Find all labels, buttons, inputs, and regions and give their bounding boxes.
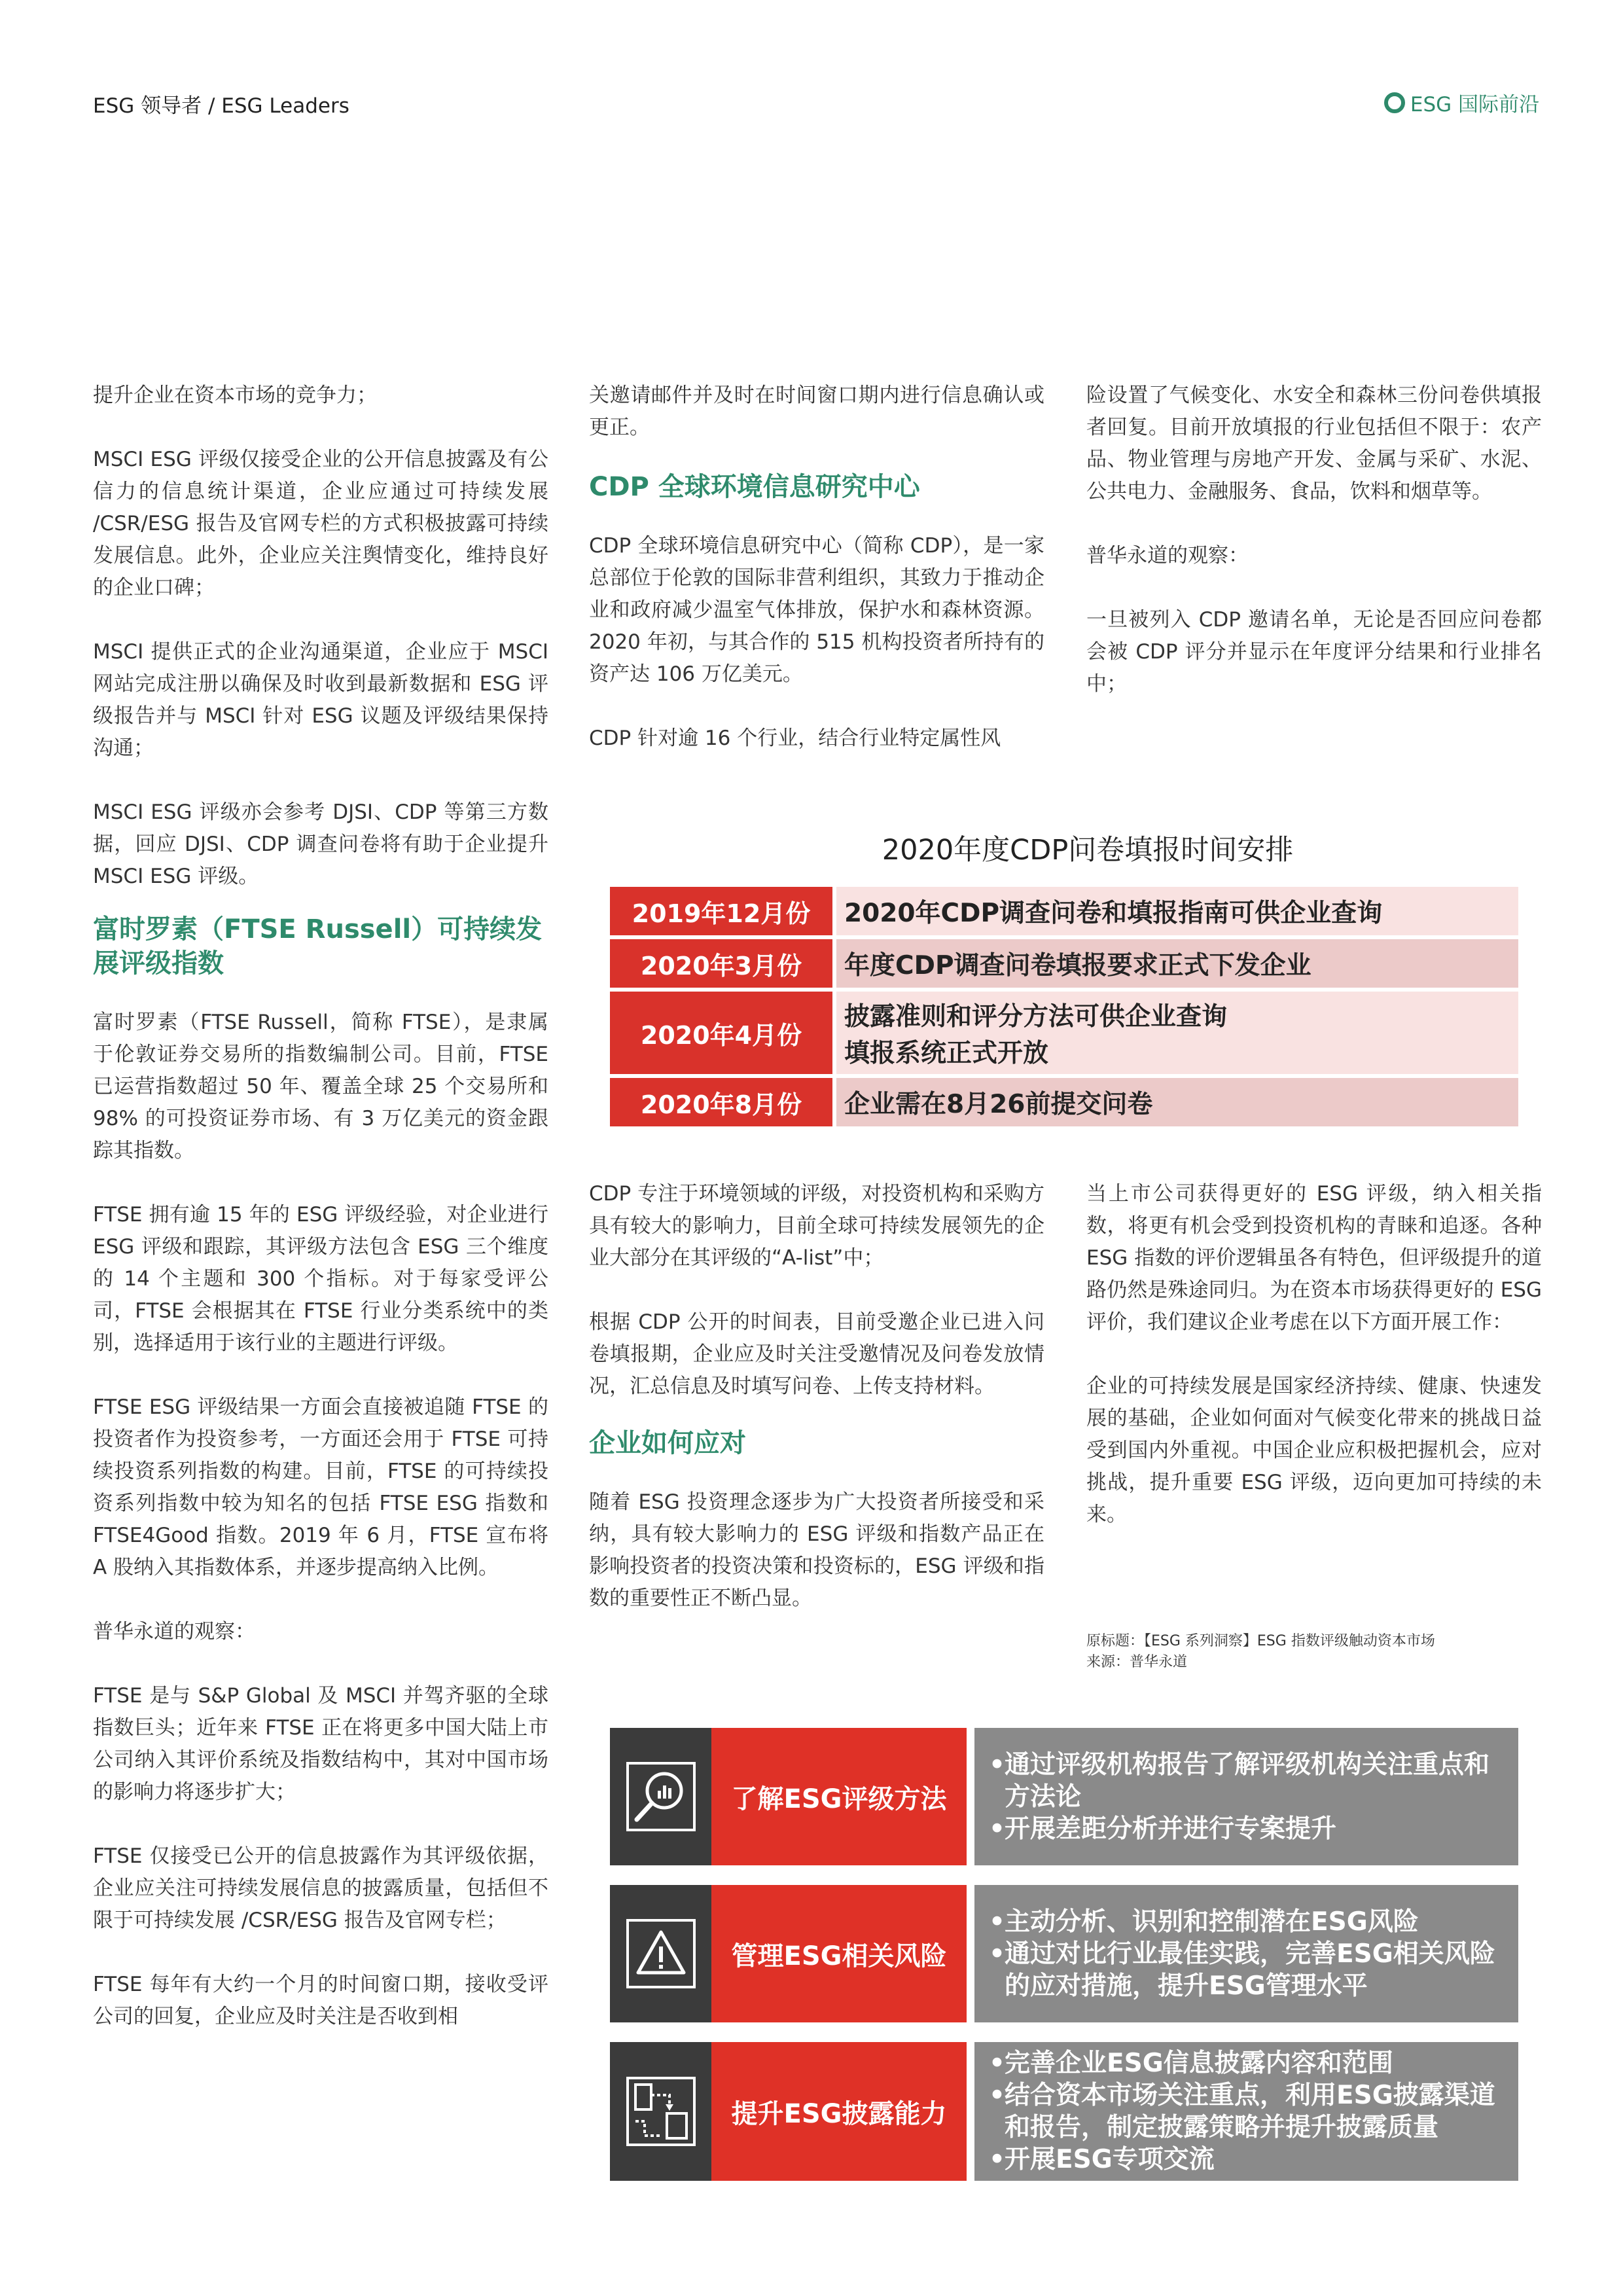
strategy-desc <box>974 1885 1518 2022</box>
list-item-text: 通过评级机构报告了解评级机构关注重点和方法论 <box>1005 1749 1490 1812</box>
strategy-label: 了解ESG评级方法 <box>711 1728 967 1865</box>
list-item-text: 主动分析、识别和控制潜在ESG风险 <box>1005 1907 1419 1937</box>
timeline-date: 2020年8月份 <box>610 1078 832 1126</box>
strategy-label: 提升ESG披露能力 <box>711 2042 967 2181</box>
credit-source: 来源：普华永道 <box>1086 1654 1188 1670</box>
timeline-desc-line: 年度CDP调查问卷填报要求正式下发企业 <box>844 951 1311 980</box>
paragraph: 普华永道的观察： <box>93 1620 255 1643</box>
disclosure-flow-icon <box>610 2042 711 2181</box>
timeline-desc <box>836 992 1518 1074</box>
list-item-text: 通过对比行业最佳实践，完善ESG相关风险的应对措施，提升ESG管理水平 <box>1005 1939 1495 2001</box>
paragraph: 随着 ESG 投资理念逐步为广大投资者所接受和采纳，具有较大影响力的 ESG 评级和指数产品正在影响投资者的投资决策和投资标的，ESG 评级和指数的重要性正不断凸显。 <box>589 1490 1044 1610</box>
strategy-block <box>610 1885 1518 2022</box>
chart-magnifier-icon <box>610 1728 711 1865</box>
running-header-left: ESG 领导者 / ESG Leaders <box>93 94 349 118</box>
paragraph: FTSE 是与 S&P Global 及 MSCI 并驾齐驱的全球指数巨头；近年来 FTSE 正在将更多中国大陆上市公司纳入其评价系统及指数结构中，其对中国市场的影响力将逐步扩大； <box>93 1684 548 1804</box>
strategy-block <box>610 2042 1518 2181</box>
list-item-text: 开展ESG专项交流 <box>1005 2145 1215 2174</box>
paragraph: MSCI ESG 评级仅接受企业的公开信息披露及有公信力的信息统计渠道，企业应通过可持续发展 /CSR/ESG 报告及官网专栏的方式积极披露可持续发展信息。此外，企业应关注舆情变化，维持良好的企业口碑； <box>93 448 548 600</box>
list-item: • 开展差距分析并进行专案提升 <box>989 1814 1337 1844</box>
strategy-desc <box>974 1728 1518 1865</box>
timeline-row <box>610 887 1518 935</box>
list-item-text: 结合资本市场关注重点，利用ESG披露渠道和报告，制定披露策略并提升披露质量 <box>1005 2081 1495 2142</box>
timeline-row <box>610 992 1518 1074</box>
paragraph: 富时罗素（FTSE Russell，简称 FTSE），是隶属于伦敦证券交易所的指数编制公司。目前，FTSE 已运营指数超过 50 年、覆盖全球 25 个交易所和 98% 的可投资证券市场、有 3 万亿美元的资金跟踪其指数。 <box>93 1011 548 1162</box>
column-1 <box>93 380 548 2065</box>
paragraph: 提升企业在资本市场的竞争力； <box>93 384 377 407</box>
paragraph: CDP 针对逾 16 个行业，结合行业特定属性风 <box>589 726 1001 750</box>
list-item: • 通过评级机构报告了解评级机构关注重点和方法论 <box>989 1749 1504 1813</box>
timeline-title: 2020年度CDP问卷填报时间安排 <box>882 834 1294 867</box>
list-item-text: 完善企业ESG信息披露内容和范围 <box>1005 2049 1393 2078</box>
list-item: • 结合资本市场关注重点，利用ESG披露渠道和报告，制定披露策略并提升披露质量 <box>989 2079 1504 2144</box>
paragraph: 普华永道的观察： <box>1086 544 1249 567</box>
column-2 <box>589 380 1044 787</box>
column-2-lower <box>589 1178 1044 1647</box>
list-item: • 主动分析、识别和控制潜在ESG风险 <box>989 1907 1419 1937</box>
paragraph: CDP 专注于环境领域的评级，对投资机构和采购方具有较大的影响力，目前全球可持续发展领先的企业大部分在其评级的“A-list”中； <box>589 1182 1044 1270</box>
strategy-desc <box>974 2042 1518 2181</box>
list-item-text: 开展差距分析并进行专案提升 <box>1005 1814 1337 1844</box>
paragraph: FTSE 仅接受已公开的信息披露作为其评级依据，企业应关注可持续发展信息的披露质量，包括但不限于可持续发展 /CSR/ESG 报告及官网专栏； <box>93 1844 548 1932</box>
paragraph: FTSE 拥有逾 15 年的 ESG 评级经验，对企业进行 ESG 评级和跟踪，其评级方法包含 ESG 三个维度的 14 个主题和 300 个指标。对于每家受评公司，FTSE 会根据其在 FTSE 行业分类系统中的类别，选择适用于该行业的主题进行评级。 <box>93 1203 548 1355</box>
article-credit <box>1086 1631 1435 1673</box>
timeline-desc <box>836 887 1518 935</box>
timeline-desc-line: 填报系统正式开放 <box>844 1039 1049 1068</box>
column-3 <box>1086 380 1542 732</box>
timeline-date: 2020年4月份 <box>610 992 832 1074</box>
timeline-desc <box>836 939 1518 988</box>
section-dot-icon <box>1384 92 1405 113</box>
paragraph: 当上市公司获得更好的 ESG 评级，纳入相关指数，将更有机会受到投资机构的青睐和追逐。各种 ESG 指数的评价逻辑虽各有特色，但评级提升的道路仍然是殊途同归。为在资本市场获得更好的 ESG 评价，我们建议企业考虑在以下方面开展工作： <box>1086 1182 1542 1334</box>
heading-cdp: CDP 全球环境信息研究中心 <box>589 472 920 502</box>
list-item: • 开展ESG专项交流 <box>989 2145 1215 2174</box>
strategy-label: 管理ESG相关风险 <box>711 1885 967 2022</box>
paragraph: 关邀请邮件并及时在时间窗口期内进行信息确认或更正。 <box>589 384 1044 439</box>
warning-icon <box>610 1885 711 2022</box>
heading-response: 企业如何应对 <box>589 1428 746 1458</box>
timeline-row <box>610 939 1518 988</box>
timeline-desc-line: 披露准则和评分方法可供企业查询 <box>844 1002 1228 1031</box>
paragraph: MSCI ESG 评级亦会参考 DJSI、CDP 等第三方数据，回应 DJSI、CDP 调查问卷将有助于企业提升 MSCI ESG 评级。 <box>93 800 548 888</box>
timeline-date: 2019年12月份 <box>610 887 832 935</box>
timeline-desc <box>836 1078 1518 1126</box>
strategy-block <box>610 1728 1518 1865</box>
timeline-row <box>610 1078 1518 1126</box>
timeline-desc-line: 企业需在8月26前提交问卷 <box>844 1090 1153 1119</box>
paragraph: FTSE 每年有大约一个月的时间窗口期，接收受评公司的回复，企业应及时关注是否收到相 <box>93 1973 548 2028</box>
credit-title: 原标题：【ESG 系列洞察】ESG 指数评级触动资本市场 <box>1086 1633 1435 1649</box>
list-item: • 完善企业ESG信息披露内容和范围 <box>989 2049 1393 2078</box>
timeline-desc-line: 2020年CDP调查问卷和填报指南可供企业查询 <box>844 899 1383 928</box>
paragraph: CDP 全球环境信息研究中心（简称 CDP），是一家总部位于伦敦的国际非营利组织，其致力于推动企业和政府减少温室气体排放，保护水和森林资源。2020 年初，与其合作的 515 机构投资者所持有的资产达 106 万亿美元。 <box>589 534 1044 686</box>
heading-ftse: 富时罗素（FTSE Russell）可持续发展评级指数 <box>93 914 543 978</box>
section-title: ESG 国际前沿 <box>1410 93 1539 117</box>
paragraph: 一旦被列入 CDP 邀请名单，无论是否回应问卷都会被 CDP 评分并显示在年度评分结果和行业排名中； <box>1086 608 1542 696</box>
timeline-table <box>610 887 1518 1130</box>
list-item: • 通过对比行业最佳实践，完善ESG相关风险的应对措施，提升ESG管理水平 <box>989 1938 1504 2002</box>
paragraph: MSCI 提供正式的企业沟通渠道，企业应于 MSCI 网站完成注册以确保及时收到最新数据和 ESG 评级报告并与 MSCI 针对 ESG 议题及评级结果保持沟通； <box>93 640 548 760</box>
paragraph: 险设置了气候变化、水安全和森林三份问卷供填报者回复。目前开放填报的行业包括但不限于：农产品、物业管理与房地产开发、金属与采矿、水泥、公共电力、金融服务、食品，饮料和烟草等。 <box>1086 384 1542 503</box>
paragraph: 企业的可持续发展是国家经济持续、健康、快速发展的基础，企业如何面对气候变化带来的挑战日益受到国内外重视。中国企业应积极把握机会，应对挑战，提升重要 ESG 评级，迈向更加可持续的未来。 <box>1086 1374 1542 1526</box>
timeline-date: 2020年3月份 <box>610 939 832 988</box>
paragraph: 根据 CDP 公开的时间表，目前受邀企业已进入问卷填报期，企业应及时关注受邀情况及问卷发放情况，汇总信息及时填写问卷、上传支持材料。 <box>589 1310 1044 1398</box>
paragraph: FTSE ESG 评级结果一方面会直接被追随 FTSE 的投资者作为投资参考，一方面还会用于 FTSE 可持续投资系列指数的构建。目前，FTSE 的可持续投资系列指数中较为知名的包括 FTSE ESG 指数和 FTSE4Good 指数。2019 年 6 月，FTSE 宣布将 A 股纳入其指数体系，并逐步提高纳入比例。 <box>93 1395 548 1579</box>
column-3-lower <box>1086 1178 1542 1563</box>
running-header-right <box>1384 88 1539 117</box>
